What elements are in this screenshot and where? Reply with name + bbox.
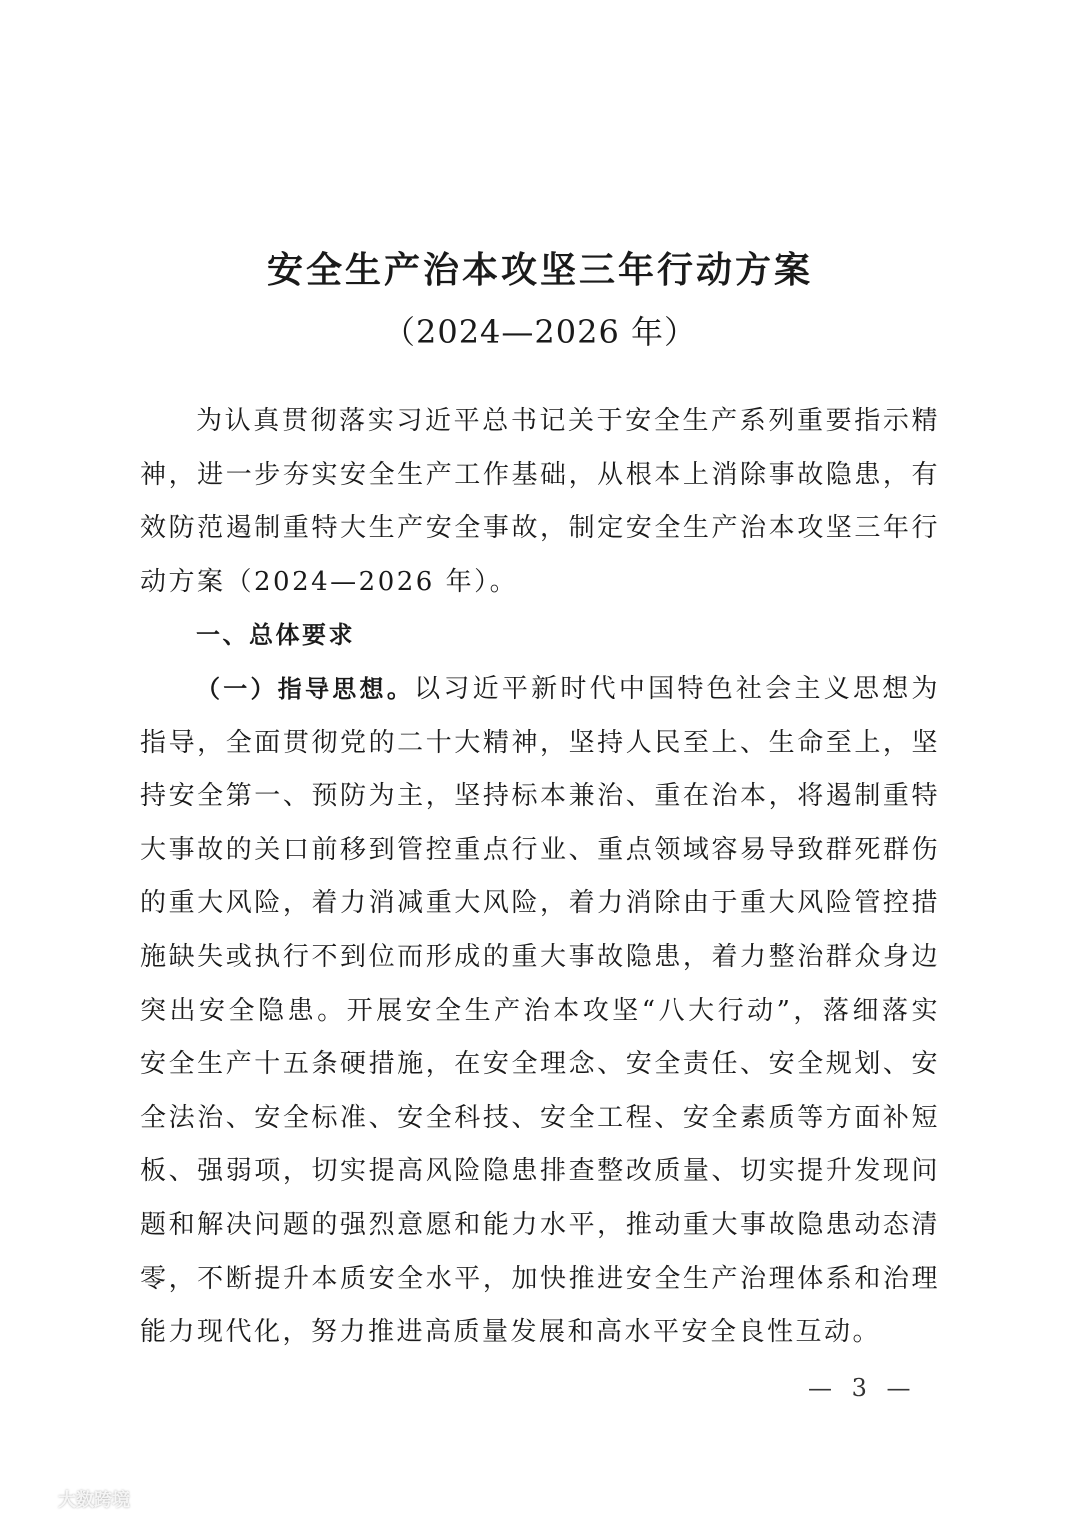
document-body: [140, 395, 940, 1360]
document-subtitle: （2024—2026 年）: [382, 313, 698, 351]
watermark-text: 大数跨境: [58, 1490, 130, 1511]
guiding-paragraph: [140, 663, 940, 1360]
section-heading: 一、总体要求: [196, 621, 355, 650]
watermark: [12, 1486, 130, 1512]
guiding-text: 以习近平新时代中国特色社会主义思想为指导，全面贯彻党的二十大精神，坚持人民至上、生命至上，坚持安全第一、预防为主，坚持标本兼治、重在治本，将遏制重特大事故的关口前移到管控重点行业、重点领域容易导致群死群伤的重大风险，着力消减重大风险，着力消除由于重大风险管控措施缺失或执行不到位而形成的重大事故隐患，着力整治群众身边突出安全隐患。开展安全生产治本攻坚“八大行动”，落细落实安全生产十五条硬措施，在安全理念、安全责任、安全规划、安全法治、安全标准、安全科技、安全工程、安全素质等方面补短板、强弱项，切实提高风险隐患排查整改质量、切实提升发现问题和解决问题的强烈意愿和能力水平，推动重大事故隐患动态清零，不断提升本质安全水平，加快推进安全生产治理体系和治理能力现代化，努力推进高质量发展和高水平安全良性互动。: [140, 673, 940, 1348]
intro-paragraph: 为认真贯彻落实习近平总书记关于安全生产系列重要指示精神，进一步夯实安全生产工作基础，从根本上消除事故隐患，有效防范遏制重特大生产安全事故，制定安全生产治本攻坚三年行动方案（2024—2026 年）。: [140, 406, 940, 597]
document-title: 安全生产治本攻坚三年行动方案: [266, 249, 813, 291]
logo-icon: [12, 1486, 52, 1512]
page-number: — 3 —: [808, 1374, 917, 1402]
guiding-label: （一）指导思想。: [196, 674, 415, 703]
